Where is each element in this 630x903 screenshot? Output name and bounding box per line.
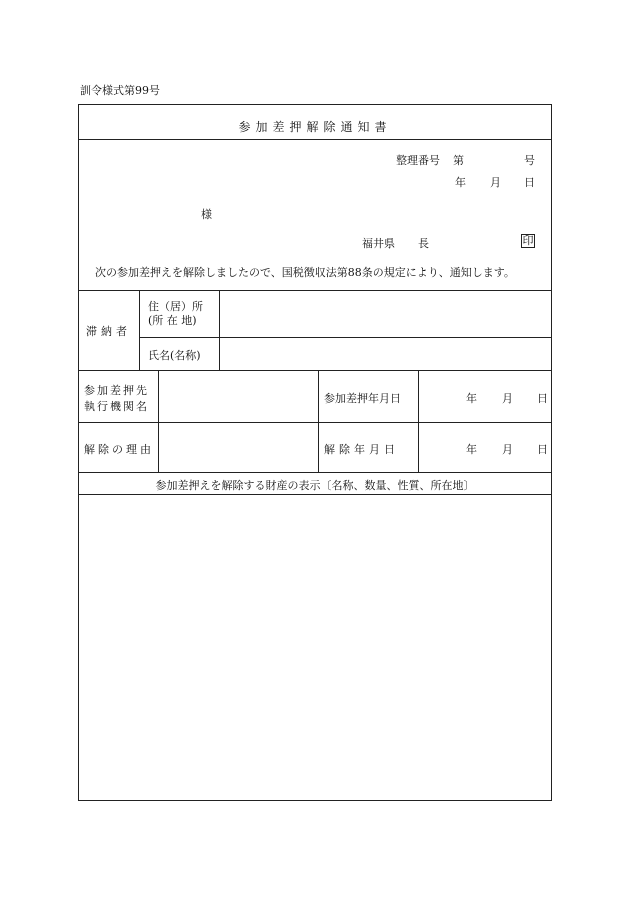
attachment-date-month: 月	[502, 392, 513, 405]
name-label: 氏名(名称)	[148, 349, 201, 362]
seal-mark: 印	[522, 234, 534, 247]
address-label: 住（居）所	[148, 300, 203, 313]
taxpayer-label: 滞納者	[86, 325, 131, 338]
rule-row-date-divider	[418, 370, 419, 472]
rule-property-header-bottom	[78, 494, 552, 495]
attachment-date-day: 日	[537, 392, 548, 405]
rule-agency-bottom	[78, 422, 552, 423]
release-reason-label: 解除の理由	[84, 443, 154, 456]
rule-row-value-divider	[318, 370, 319, 472]
issue-date-day: 日	[524, 176, 535, 189]
release-date-day: 日	[537, 443, 548, 456]
property-section-header: 参加差押えを解除する財産の表示〔名称、数量、性質、所在地〕	[155, 479, 475, 492]
rule-taxpayer-field-divider	[219, 290, 220, 370]
document-title: 参加差押解除通知書	[238, 120, 392, 134]
rule-header-bottom	[78, 290, 552, 291]
reference-number-suffix: 号	[524, 154, 535, 167]
rule-row-label-divider	[158, 370, 159, 472]
release-date-label: 解除年月日	[324, 443, 399, 456]
reference-number-label: 整理番号	[396, 154, 440, 167]
addressee-suffix: 様	[201, 208, 212, 221]
attachment-date-year: 年	[466, 392, 477, 405]
issuer-chief: 長	[418, 237, 429, 250]
address-label-alt: (所 在 地)	[148, 314, 197, 327]
form-number: 訓令様式第99号	[80, 84, 160, 97]
notice-text: 次の参加差押えを解除しましたので、国税徴収法第88条の規定により、通知します。	[95, 266, 515, 279]
issue-date-year: 年	[455, 176, 466, 189]
issuer-prefecture: 福井県	[362, 237, 395, 250]
rule-taxpayer-bottom	[78, 370, 552, 371]
rule-address-bottom	[139, 337, 552, 338]
issue-date-month: 月	[490, 176, 501, 189]
rule-title-bottom	[78, 139, 552, 140]
release-date-month: 月	[502, 443, 513, 456]
release-date-year: 年	[466, 443, 477, 456]
rule-reason-bottom	[78, 472, 552, 473]
agency-label: 参加差押先	[84, 384, 149, 397]
rule-taxpayer-label-divider	[139, 290, 140, 370]
reference-number-prefix: 第	[453, 154, 464, 167]
attachment-date-label: 参加差押年月日	[324, 392, 401, 405]
agency-label-line2: 執行機関名	[84, 400, 149, 413]
